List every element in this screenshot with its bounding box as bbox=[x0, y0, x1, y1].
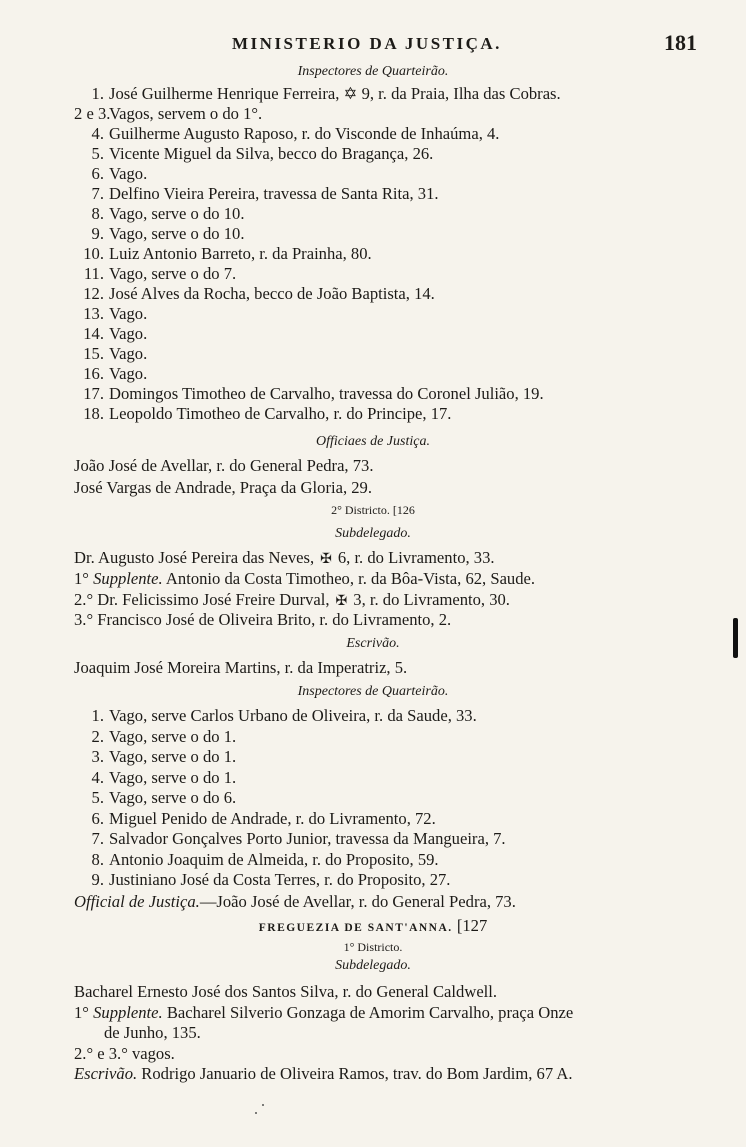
official-entry bbox=[74, 892, 734, 912]
item-text: José Guilherme Henrique Ferreira, ✡ 9, r. da Praia, Ilha das Cobras. bbox=[109, 84, 561, 103]
list-item bbox=[74, 244, 734, 264]
item-number: 4. bbox=[91, 767, 104, 787]
item-number: 5. bbox=[91, 144, 104, 163]
list-item bbox=[74, 304, 734, 324]
page-header bbox=[0, 30, 746, 56]
escrivao-entry bbox=[74, 1064, 734, 1084]
item-number: 8. bbox=[91, 204, 104, 223]
role-label: Supplente. bbox=[93, 569, 163, 588]
list-item: José Vargas de Andrade, Praça da Gloria, 29. bbox=[74, 478, 372, 497]
list-item bbox=[74, 809, 734, 829]
order-mark-icon: ✠ bbox=[335, 594, 348, 609]
item-text: José Alves da Rocha, becco de João Baptista, 14. bbox=[109, 284, 435, 303]
item-number: 1. bbox=[91, 706, 104, 725]
entry-continuation: de Junho, 135. bbox=[104, 1023, 201, 1042]
order-mark-icon: ✠ bbox=[320, 552, 332, 567]
item-text: Vago. bbox=[109, 344, 148, 363]
item-number: 15. bbox=[83, 344, 104, 363]
parish-heading bbox=[0, 916, 746, 938]
list-item bbox=[74, 384, 734, 404]
running-title: MINISTERIO DA JUSTIÇA. bbox=[232, 34, 502, 53]
item-text: Vagos, servem o do 1°. bbox=[109, 104, 263, 123]
paper-speck bbox=[262, 1104, 264, 1106]
page-ref: [127 bbox=[456, 916, 488, 935]
margin-ink-mark bbox=[733, 618, 738, 658]
item-number: 3. bbox=[91, 747, 104, 766]
item-text: Domingos Timotheo de Carvalho, travessa do Coronel Julião, 19. bbox=[109, 384, 544, 403]
list-item bbox=[74, 224, 734, 244]
district-heading: 1° Districto. bbox=[343, 940, 403, 954]
item-text: Vago, serve o do 6. bbox=[109, 788, 237, 807]
section-heading: Escrivão. bbox=[346, 636, 400, 651]
district-label: 2° Districto. bbox=[331, 503, 390, 517]
item-text: Vago. bbox=[109, 304, 148, 323]
item-text: Vago. bbox=[109, 164, 148, 183]
role-label: Supplente. bbox=[93, 1003, 163, 1022]
list-item bbox=[74, 870, 734, 890]
item-text: Salvador Gonçalves Porto Junior, travessa da Mangueira, 7. bbox=[109, 829, 506, 848]
item-text: Vago, serve o do 1. bbox=[109, 767, 237, 787]
list-item bbox=[74, 284, 734, 304]
list-item bbox=[74, 706, 734, 726]
list-item bbox=[74, 264, 734, 284]
role-label: Official de Justiça. bbox=[74, 892, 200, 911]
paper-speck bbox=[255, 1112, 257, 1114]
list-item bbox=[74, 829, 734, 849]
list-item bbox=[74, 204, 734, 224]
item-number: 10. bbox=[83, 244, 104, 263]
entry-text: Dr. Felicissimo José Freire Durval, bbox=[97, 590, 330, 609]
parish-name: FREGUEZIA DE SANT'ANNA. bbox=[258, 922, 453, 934]
ordinal: 1° bbox=[74, 569, 89, 588]
item-number: 7. bbox=[91, 829, 104, 848]
item-number: 2. bbox=[91, 726, 104, 746]
item-number: 11. bbox=[83, 264, 104, 283]
item-number: 13. bbox=[83, 304, 104, 323]
list-item bbox=[74, 788, 734, 808]
item-text: Vago, serve o do 10. bbox=[109, 224, 245, 243]
list-item bbox=[74, 404, 734, 424]
item-text: Vago, serve o do 1. bbox=[109, 726, 237, 746]
item-text: Vago, serve Carlos Urbano de Oliveira, r. da Saude, 33. bbox=[109, 706, 477, 725]
item-text: Delfino Vieira Pereira, travessa de Santa Rita, 31. bbox=[109, 184, 439, 203]
item-text: Guilherme Augusto Raposo, r. do Visconde de Inhaúma, 4. bbox=[109, 124, 500, 143]
supplente-entry bbox=[74, 1003, 734, 1023]
list-item bbox=[74, 344, 734, 364]
entry-text: Dr. Augusto José Pereira das Neves, bbox=[74, 548, 315, 567]
list-item bbox=[74, 850, 734, 870]
supplente-entry: 2.° e 3.° vagos. bbox=[74, 1044, 175, 1063]
item-text: Miguel Penido de Andrade, r. do Livramento, 72. bbox=[109, 808, 436, 828]
section-heading: Subdelegado. bbox=[335, 958, 411, 973]
item-number: 2 e 3. bbox=[74, 104, 111, 123]
item-text: Leopoldo Timotheo de Carvalho, r. do Principe, 17. bbox=[109, 404, 452, 423]
list-item bbox=[74, 104, 734, 124]
entry-text: Francisco José de Oliveira Brito, r. do Livramento, 2. bbox=[97, 610, 452, 629]
list-item bbox=[74, 747, 734, 767]
item-text: Vago, serve o do 10. bbox=[109, 204, 245, 223]
item-text: Justiniano José da Costa Terres, r. do Proposito, 27. bbox=[109, 870, 451, 889]
list-item bbox=[74, 124, 734, 144]
ordinal: 2.° bbox=[74, 590, 94, 609]
role-label: Escrivão. bbox=[74, 1064, 138, 1083]
subdelegado-entry: Bacharel Ernesto José dos Santos Silva, r. do General Caldwell. bbox=[74, 982, 498, 1001]
page-ref: [126 bbox=[392, 503, 415, 517]
entry-text: Rodrigo Januario de Oliveira Ramos, trav. do Bom Jardim, 67 A. bbox=[141, 1064, 573, 1083]
ordinal: 3.° bbox=[74, 610, 94, 629]
entry-text: 3, r. do Livramento, 30. bbox=[353, 590, 510, 609]
item-text: Vicente Miguel da Silva, becco do Bragança, 26. bbox=[109, 144, 434, 163]
item-number: 9. bbox=[91, 870, 104, 889]
page-number: 181 bbox=[664, 30, 697, 55]
item-number: 6. bbox=[91, 808, 104, 828]
item-number: 4. bbox=[91, 124, 104, 143]
entry-text: —João José de Avellar, r. do General Pedra, 73. bbox=[199, 892, 516, 911]
item-text: Vago, serve o do 1. bbox=[109, 747, 237, 766]
item-number: 6. bbox=[91, 164, 104, 183]
item-number: 8. bbox=[91, 849, 104, 869]
item-text: Vago. bbox=[109, 324, 148, 343]
list-item bbox=[74, 184, 734, 204]
entry-text: Bacharel Silverio Gonzaga de Amorim Carvalho, praça Onze bbox=[166, 1003, 574, 1022]
section-heading: Officiaes de Justiça. bbox=[316, 434, 430, 449]
list-item bbox=[74, 144, 734, 164]
item-number: 5. bbox=[91, 788, 104, 807]
district-heading bbox=[0, 500, 746, 520]
item-number: 16. bbox=[83, 364, 104, 383]
list-item bbox=[74, 324, 734, 344]
section-heading: Inspectores de Quarteirão. bbox=[297, 64, 449, 79]
item-number: 17. bbox=[83, 384, 104, 403]
entry-text: 6, r. do Livramento, 33. bbox=[337, 548, 495, 567]
ordinal: 1° bbox=[74, 1003, 89, 1022]
item-number: 1. bbox=[91, 84, 104, 103]
list-item bbox=[74, 727, 734, 747]
list-item bbox=[74, 84, 734, 104]
item-text: Vago, serve o do 7. bbox=[109, 264, 237, 283]
item-number: 9. bbox=[91, 224, 104, 243]
subdelegado-entry bbox=[74, 548, 734, 570]
section-heading: Subdelegado. bbox=[335, 526, 411, 541]
item-text: Luiz Antonio Barreto, r. da Prainha, 80. bbox=[109, 244, 372, 263]
item-number: 14. bbox=[83, 324, 104, 343]
supplente-entry bbox=[74, 590, 734, 612]
list-item bbox=[74, 364, 734, 384]
item-text: Vago. bbox=[109, 364, 148, 383]
item-text: Antonio Joaquim de Almeida, r. do Proposito, 59. bbox=[109, 849, 439, 869]
section-heading: Inspectores de Quarteirão. bbox=[297, 684, 449, 699]
list-item bbox=[74, 164, 734, 184]
item-number: 18. bbox=[83, 404, 104, 423]
escrivao-entry: Joaquim José Moreira Martins, r. da Imperatriz, 5. bbox=[74, 658, 408, 677]
supplente-entry bbox=[74, 569, 734, 589]
item-number: 12. bbox=[83, 284, 104, 303]
item-number: 7. bbox=[91, 184, 104, 203]
entry-text: Antonio da Costa Timotheo, r. da Bôa-Vista, 62, Saude. bbox=[165, 569, 536, 588]
list-item bbox=[74, 768, 734, 788]
list-item: João José de Avellar, r. do General Pedra, 73. bbox=[74, 456, 374, 475]
supplente-entry bbox=[74, 610, 734, 630]
